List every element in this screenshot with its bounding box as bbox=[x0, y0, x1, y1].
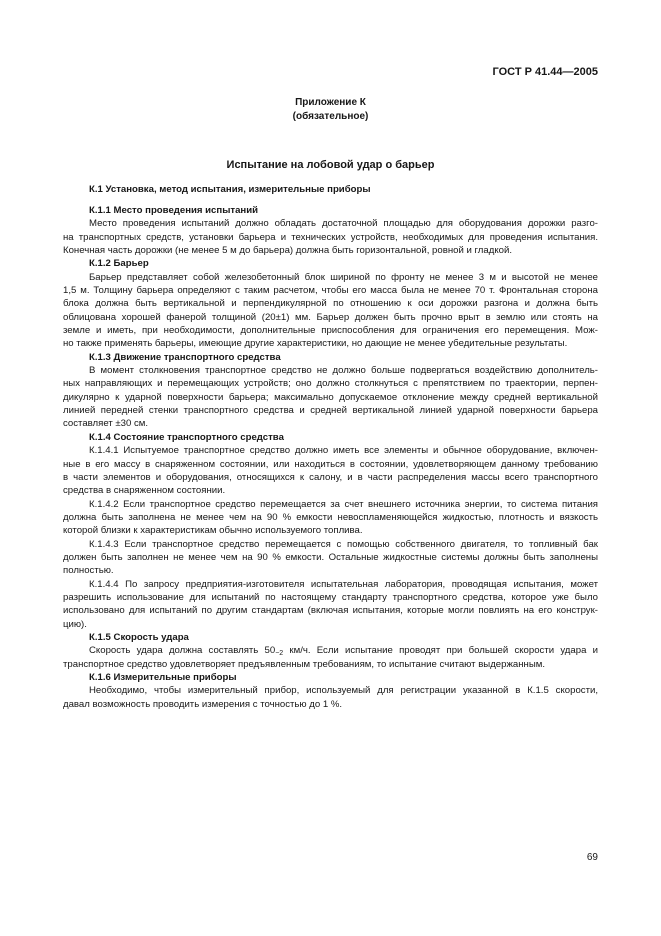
text-line: Место проведения испытаний должно обладать достаточной площадью для оборудования дорожки разго- bbox=[89, 218, 598, 230]
page-number: 69 bbox=[586, 852, 598, 863]
section-title: Испытание на лобовой удар о барьер bbox=[226, 159, 435, 171]
text-line: разрешить использование для испытаний по настоящему стандарту транспортного средства, которое уже было bbox=[63, 591, 598, 603]
text-line: К.1.4.1 Испытуемое транспортное средство должно иметь все элементы и обычное оборудование, включен- bbox=[89, 445, 598, 457]
text-line: ные в его массу в снаряженном состоянии, или находиться в состоянии, удовлетворяющем данному требованию bbox=[63, 458, 598, 470]
speed-tolerance: −2 bbox=[275, 650, 284, 658]
text-line: которой близки к характеристикам обычно используемого топлива. bbox=[63, 525, 363, 537]
text-line: давал возможность проводить измерения с точностью до 1 %. bbox=[63, 698, 343, 710]
subsection-heading: К.1.6 Измерительные приборы bbox=[89, 672, 237, 684]
speed-text-after: км/ч. Если испытание проводят при большей скорости удара и bbox=[283, 645, 598, 657]
subsection-heading: К.1.5 Скорость удара bbox=[89, 631, 189, 643]
text-line: полностью. bbox=[63, 565, 114, 577]
text-line: использовано для испытаний по другим стандартам (включая испытания, которые могли повлиять на его конструк- bbox=[63, 605, 598, 617]
text-line: дикулярно к ударной поверхности барьера; максимально допускаемое отклонение между средней вертикальной bbox=[63, 391, 598, 403]
appendix-status: (обязательное) bbox=[292, 111, 369, 122]
text-line: Конечная часть дорожки (не менее 5 м до барьера) должна быть горизонтальной, ровной и гладкой. bbox=[63, 245, 512, 257]
text-line: К.1.4.4 По запросу предприятия-изготовителя испытательная лаборатория, проводящая испытания, может bbox=[89, 578, 598, 590]
text-line: линией передней стенки транспортного средства и средней вертикальной линией ударной поверхности барьера bbox=[63, 405, 598, 417]
text-line: на транспортных средств, установки барьера и технических устройств, необходимых для проведения испытания. bbox=[63, 231, 598, 243]
section-heading: К.1 Установка, метод испытания, измерительные приборы bbox=[89, 184, 371, 195]
text-line: земле и иметь, при необходимости, дополнительные приспособления для ограничения его перемещения. Мож- bbox=[63, 325, 598, 337]
speed-text-before: Скорость удара должна составлять 50 bbox=[89, 645, 276, 657]
speed-text-line bbox=[63, 644, 598, 657]
text-line: В момент столкновения транспортное средство не должно больше подвергаться воздействию дополнитель- bbox=[89, 365, 598, 377]
subsection-heading: К.1.2 Барьер bbox=[89, 258, 149, 270]
text-line: 1,5 м. Толщину барьера определяют с таким расчетом, чтобы его масса была не менее 70 т. Фронтальная сторона bbox=[63, 285, 598, 297]
appendix-title: Приложение К bbox=[295, 97, 366, 108]
text-line: средства в снаряженном состоянии. bbox=[63, 485, 226, 497]
document-body bbox=[63, 183, 598, 711]
text-line: должна быть заполнена не менее чем на 90 % емкости невоспламеняющейся жидкостью, плотность и вязкость bbox=[63, 511, 598, 523]
text-line: должен быть заполнен не менее чем на 90 % емкости. Остальные жидкостные системы должны быть заполнены bbox=[63, 551, 598, 563]
text-line: К.1.4.2 Если транспортное средство перемещается за счет внешнего источника энергии, то система питания bbox=[89, 498, 598, 510]
text-line: в части элементов и оборудования, относящихся к салону, и в части распределения массы всего транспортного bbox=[63, 471, 598, 483]
subsection-heading: К.1.4 Состояние транспортного средства bbox=[89, 431, 284, 443]
document-code: ГОСТ Р 41.44—2005 bbox=[492, 66, 598, 78]
text-line: облицована хорошей фанерой толщиной (20±1) мм. Барьер должен быть прочно врыт в землю или стоять на bbox=[63, 311, 598, 323]
text-line: транспортное средство удовлетворяет предъявленным требованиям, то испытание считают выдержанным. bbox=[63, 658, 545, 670]
text-line: ных направляющих и перемещающих устройств; оно должно столкнуться с препятствием по траектории, перпен- bbox=[63, 378, 598, 390]
text-line: К.1.4.3 Если транспортное средство перемещается с помощью собственного двигателя, то топливный бак bbox=[89, 538, 598, 550]
text-line: составляет ±30 см. bbox=[63, 418, 149, 430]
text-line: блока должна быть вертикальной и перпендикулярной по отношению к оси дорожки разгона и должна быть bbox=[63, 298, 598, 310]
text-line: цию). bbox=[63, 618, 87, 630]
subsection-heading: К.1.1 Место проведения испытаний bbox=[89, 204, 259, 216]
appendix-heading bbox=[63, 96, 598, 124]
text-line: но также применять барьеры, имеющие другие характеристики, но дающие не менее убедительные результаты. bbox=[63, 338, 568, 350]
subsection-heading: К.1.3 Движение транспортного средства bbox=[89, 351, 281, 363]
text-line: Барьер представляет собой железобетонный блок шириной по фронту не менее 3 м и высотой не менее bbox=[89, 271, 598, 283]
text-line: Необходимо, чтобы измерительный прибор, используемый для регистрации указанной в К.1.5 скорости, bbox=[89, 685, 598, 697]
